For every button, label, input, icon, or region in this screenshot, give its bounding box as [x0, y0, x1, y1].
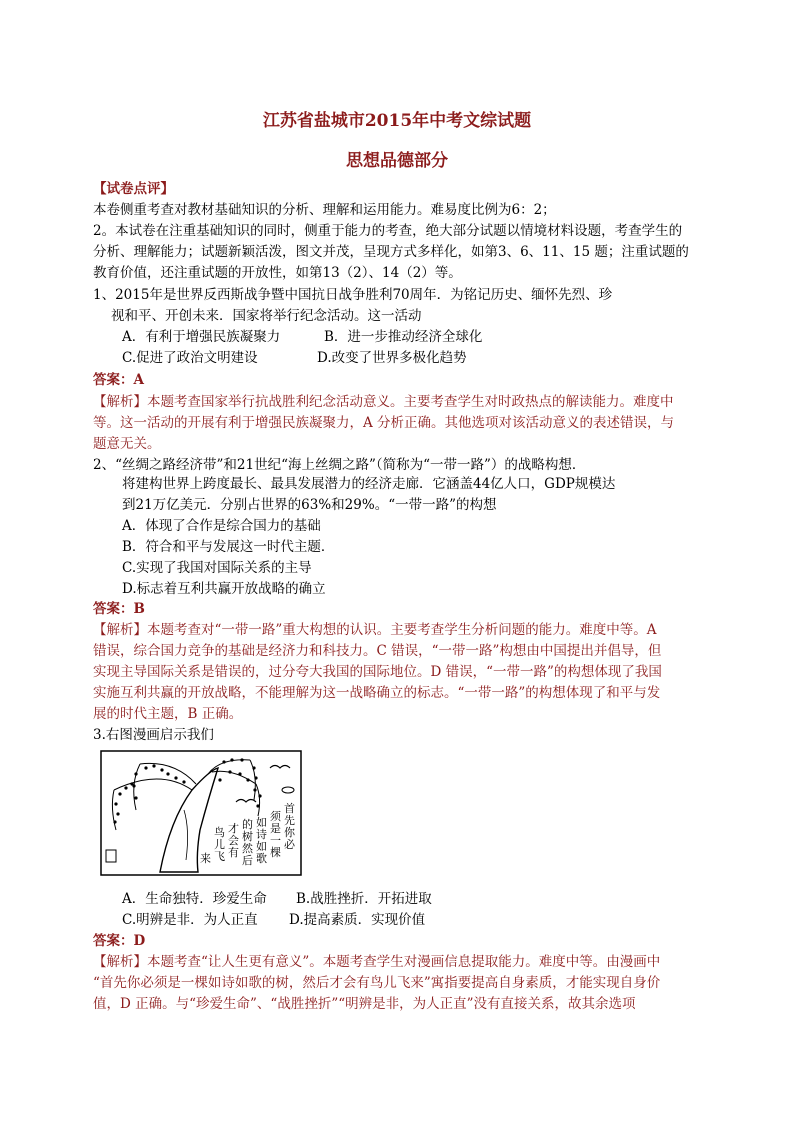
q2-option-a: A．体现了合作是综合国力的基础 [122, 518, 321, 534]
q1-option-b: B．进一步推动经济全球化 [324, 329, 483, 345]
q2-explanation-line-3: 实现主导国际关系是错误的，过分夸大我国的国际地位。D 错误，“一带一路”的构想体现了我国 [93, 664, 662, 680]
q2-stem-line-1: 2、“丝绸之路经济带”和21世纪“海上丝绸之路”（简称为“一带一路”）的战略构想． [93, 457, 586, 473]
q3-option-d: D.提高素质．实现价值 [289, 912, 426, 928]
q2-option-c: C.实现了我国对国际关系的主导 [122, 560, 312, 576]
q1-explanation-line-2: 等。这一活动的开展有利于增强民族凝聚力，A 分析正确。其他选项对该活动意义的表述错误，与 [93, 415, 675, 431]
q3-explanation-line-3: 值，D 正确。与“珍爱生命”、“战胜挫折”“明辨是非，为人正直”没有直接关系，故其余选项 [93, 996, 636, 1012]
q3-option-a: A．生命独特．珍爱生命 [122, 891, 267, 907]
cartoon-text-col-5: 才会有 [228, 822, 239, 859]
cartoon-text-col-3: 如诗如歌 [256, 816, 267, 865]
document-subtitle: 思想品德部分 [346, 151, 448, 171]
q2-explanation-line-2: 错误，综合国力竞争的基础是经济力和科技力。C 错误，“一带一路”构想由中国提出并倡导，但 [93, 643, 662, 659]
q2-explanation-line-1: 【解析】本题考查对“一带一路”重大构想的认识。主要考查学生分析问题的能力。难度中等。A [93, 622, 657, 638]
q2-option-b: B．符合和平与发展这一时代主题． [122, 539, 335, 555]
q3-option-b: B.战胜挫折．开拓进取 [296, 891, 432, 907]
cartoon-text-col-6: 鸟儿飞 [214, 826, 225, 863]
q1-answer: 答案：A [93, 372, 144, 388]
q3-option-c: C.明辨是非．为人正直 [122, 912, 258, 928]
cartoon-text-col-4: 的树然后 [242, 818, 253, 867]
q1-stem-line-2: 视和平、开创未来．国家将举行纪念活动。这一活动 [111, 308, 422, 324]
q2-option-d: D.标志着互利共赢开放战略的确立 [122, 581, 326, 597]
cartoon-image [100, 750, 302, 876]
q1-explanation-line-1: 【解析】本题考查国家举行抗战胜利纪念活动意义。主要考查学生对时政热点的解读能力。难度中 [93, 394, 674, 410]
cartoon-text-col-1: 首先你必 [284, 802, 295, 851]
q1-stem-line-1: 1、2015年是世界反西斯战争暨中国抗日战争胜利70周年．为铭记历史、缅怀先烈、珍 [93, 287, 613, 303]
q1-option-c: C.促进了政治文明建设 [122, 350, 258, 366]
review-header: 【试卷点评】 [93, 181, 174, 197]
q2-stem-line-3: 到21万亿美元．分别占世界的63%和29%。“一带一路”的构想 [122, 497, 497, 513]
review-paragraph-2-line-2: 分析、理解能力；试题新颖活泼，图文并茂，呈现方式多样化，如第3、6、11、15 题；注重试题的 [93, 244, 689, 260]
q1-option-d: D.改变了世界多极化趋势 [317, 350, 467, 366]
cartoon-text-col-2: 须是一棵 [270, 810, 281, 859]
q3-explanation-line-1: 【解析】本题考查“让人生更有意义”。本题考查学生对漫画信息提取能力。难度中等。由漫画中 [93, 954, 661, 970]
q1-option-a: A．有利于增强民族凝聚力 [122, 329, 281, 345]
q2-explanation-line-5: 展的时代主题，B 正确。 [93, 706, 243, 722]
review-paragraph-1: 本卷侧重考查对教材基础知识的分析、理解和运用能力。难易度比例为6：2； [93, 202, 556, 218]
q2-stem-line-2: 将建构世界上跨度最长、最具发展潜力的经济走廊．它涵盖44亿人口，GDP规模达 [122, 476, 616, 492]
q1-explanation-line-3: 题意无关。 [93, 436, 161, 452]
cartoon-text-col-7: 来 [200, 852, 211, 865]
q2-explanation-line-4: 实施互利共赢的开放战略，不能理解为这一战略确立的标志。“一带一路”的构想体现了和平与发 [93, 685, 661, 701]
review-paragraph-2-line-3: 教育价值，还注重试题的开放性，如第13（2）、14（2）等。 [93, 265, 462, 281]
q2-answer: 答案：B [93, 601, 145, 617]
review-paragraph-2-line-1: 2。本试卷在注重基础知识的同时，侧重于能力的考查，绝大部分试题以情境材料设题，考查学生的 [93, 223, 683, 239]
q3-explanation-line-2: “首先你必须是一棵如诗如歌的树，然后才会有鸟儿飞来”寓指要提高自身素质，才能实现自身价 [93, 975, 661, 991]
q3-stem: 3.右图漫画启示我们 [93, 727, 214, 743]
document-title: 江苏省盐城市2015年中考文综试题 [262, 111, 532, 131]
q3-answer: 答案：D [93, 933, 146, 949]
